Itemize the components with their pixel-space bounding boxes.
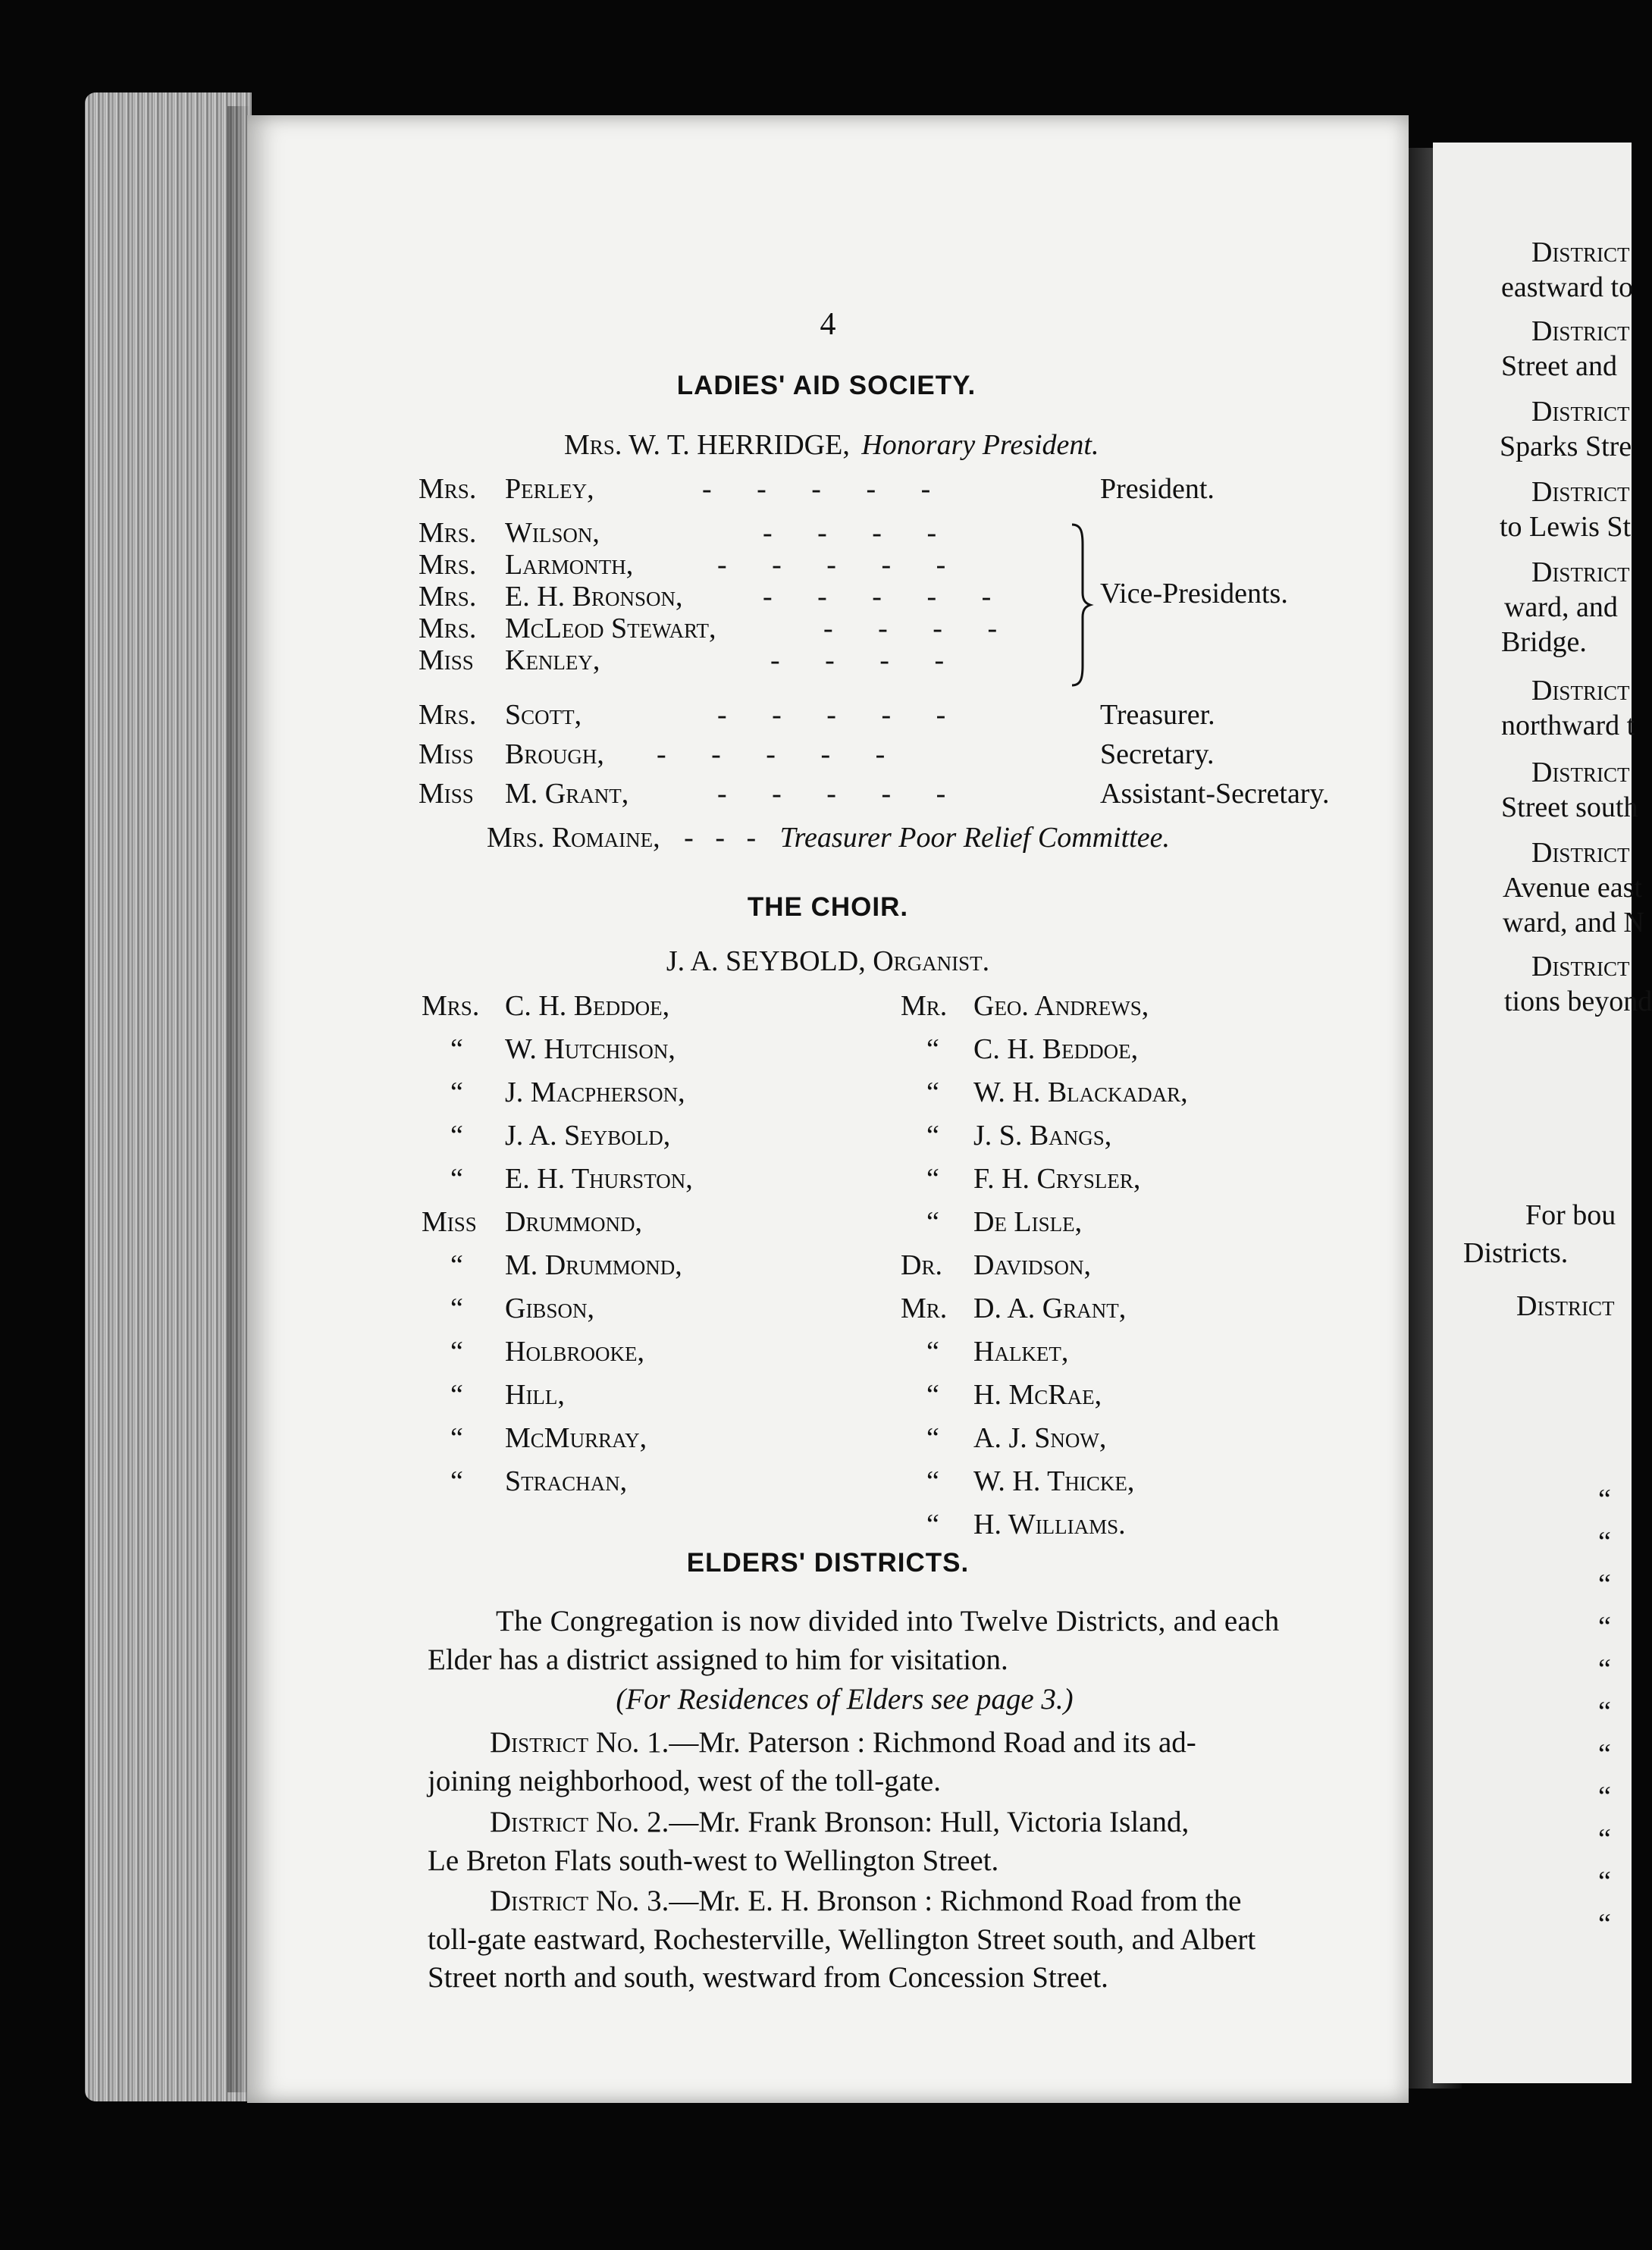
officer-role: President. — [1100, 473, 1215, 505]
ditto-mark: “ — [450, 1336, 463, 1368]
choir-member-name: H. Williams. — [973, 1509, 1126, 1540]
choir-member-name: H. McRae, — [973, 1379, 1102, 1411]
facing-page-line: District — [1531, 675, 1630, 707]
facing-page-line: District — [1531, 315, 1630, 347]
ditto-mark: “ — [450, 1422, 463, 1454]
ditto-mark: “ — [1598, 1526, 1611, 1558]
elders-intro — [428, 1603, 1337, 1679]
member-title: Miss — [422, 1206, 477, 1238]
vice-presidents-role: Vice-Presidents. — [1100, 578, 1288, 610]
district-text: —Mr. Frank Bronson: Hull, Victoria Island, — [669, 1806, 1190, 1838]
organist-name: J. A. SEYBOLD, — [666, 945, 866, 977]
choir-member-name: Geo. Andrews, — [973, 990, 1149, 1022]
facing-page-line: District — [1516, 1290, 1615, 1322]
district-text: joining neighborhood, west of the toll-gate. — [428, 1764, 941, 1797]
choir-member-name: McMurray, — [505, 1422, 647, 1454]
choir-member-name: M. Drummond, — [505, 1249, 682, 1281]
ditto-mark: “ — [450, 1033, 463, 1065]
ditto-mark: “ — [450, 1120, 463, 1152]
facing-page-line: ward, and — [1504, 591, 1618, 623]
choir-member-name: Hill, — [505, 1379, 565, 1411]
ditto-mark: “ — [926, 1076, 939, 1108]
officer-title: Mrs. — [418, 517, 477, 549]
choir-heading: THE CHOIR. — [747, 892, 909, 922]
dot-leader: - - - — [684, 822, 757, 854]
ditto-mark: “ — [1598, 1738, 1611, 1770]
officer-name: Perley, — [505, 473, 594, 505]
choir-member-name: F. H. Crysler, — [973, 1163, 1141, 1195]
facing-page-line: For bou — [1525, 1199, 1616, 1231]
district-text: —Mr. E. H. Bronson : Richmond Road from the — [669, 1885, 1242, 1917]
facing-page-line: Districts. — [1463, 1237, 1569, 1269]
choir-member-name: Strachan, — [505, 1465, 628, 1497]
choir-member-name: Drummond, — [505, 1206, 642, 1238]
choir-member-name: W. H. Thicke, — [973, 1465, 1135, 1497]
choir-member-name: J. A. Seybold, — [505, 1120, 671, 1152]
dot-leader: - - - - - — [702, 473, 933, 505]
poor-relief-line — [487, 820, 1170, 857]
ditto-mark: “ — [1598, 1696, 1611, 1728]
district-label: District No. 2. — [490, 1806, 669, 1838]
officer-name: E. H. Bronson, — [505, 581, 683, 613]
officer-role: Treasurer. — [1100, 699, 1215, 731]
vice-presidents-brace — [1071, 522, 1092, 688]
honorary-president-line — [564, 428, 1099, 464]
honorary-name: W. T. HERRIDGE, — [629, 429, 850, 461]
district-text: Le Breton Flats south-west to Wellington Street. — [428, 1844, 999, 1877]
district-text: —Mr. Paterson : Richmond Road and its ad- — [669, 1726, 1196, 1759]
officer-title: Mrs. — [418, 473, 477, 505]
district-text: toll-gate eastward, Rochesterville, Wellington Street south, and Albert — [428, 1923, 1256, 1956]
intro-line: Elder has a district assigned to him for visitation. — [428, 1643, 1008, 1676]
organist-line — [247, 944, 1409, 980]
ditto-mark: “ — [926, 1120, 939, 1152]
district-label: District No. 1. — [490, 1726, 669, 1759]
member-title: Mr. — [901, 990, 948, 1022]
officer-title: Mrs. — [418, 549, 477, 581]
district-label: District No. 3. — [490, 1885, 669, 1917]
district-entry — [428, 1882, 1337, 1998]
residences-note: (For Residences of Elders see page 3.) — [616, 1683, 1074, 1716]
dot-leader: - - - - - — [717, 549, 948, 581]
facing-page-line: District — [1531, 837, 1630, 869]
facing-page-line: District — [1531, 396, 1630, 428]
ditto-mark: “ — [450, 1163, 463, 1195]
choir-member-name: Halket, — [973, 1336, 1069, 1368]
district-entry — [428, 1803, 1337, 1880]
choir-member-name: D. A. Grant, — [973, 1293, 1127, 1324]
choir-member-name: C. H. Beddoe, — [973, 1033, 1139, 1065]
honorary-title: Mrs. — [564, 429, 622, 461]
facing-page-line: to Lewis St — [1500, 511, 1632, 543]
ditto-mark: “ — [450, 1465, 463, 1497]
member-title: Mr. — [901, 1293, 948, 1324]
poor-relief-title: Mrs. — [487, 822, 545, 854]
choir-member-name: J. S. Bangs, — [973, 1120, 1112, 1152]
facing-page-line: Avenue east — [1503, 872, 1642, 904]
dot-leader: - - - - - — [717, 778, 948, 810]
organist-role: Organist. — [873, 945, 990, 977]
district-text: Street north and south, westward from Concession Street. — [428, 1961, 1108, 1995]
choir-member-name: Davidson, — [973, 1249, 1091, 1281]
ditto-mark: “ — [926, 1422, 939, 1454]
choir-member-name: E. H. Thurston, — [505, 1163, 693, 1195]
choir-member-name: W. Hutchison, — [505, 1033, 676, 1065]
ditto-mark: “ — [450, 1379, 463, 1411]
officer-name: Brough, — [505, 738, 604, 770]
ditto-mark: “ — [1598, 1484, 1611, 1515]
choir-member-name: A. J. Snow, — [973, 1422, 1107, 1454]
facing-page-line: Bridge. — [1501, 626, 1587, 658]
ditto-mark: “ — [926, 1336, 939, 1368]
choir-member-name: J. Macpherson, — [505, 1076, 685, 1108]
member-title: Mrs. — [422, 990, 480, 1022]
honorary-role: Honorary President. — [861, 429, 1099, 461]
ditto-mark: “ — [1598, 1823, 1611, 1855]
facing-page-line: northward t — [1501, 710, 1635, 741]
choir-member-name: C. H. Beddoe, — [505, 990, 670, 1022]
poor-relief-role: Treasurer Poor Relief Committee. — [779, 822, 1170, 854]
officer-name: Scott, — [505, 699, 582, 731]
dot-leader: - - - - - — [657, 738, 887, 770]
officer-title: Miss — [418, 738, 474, 770]
ditto-mark: “ — [926, 1465, 939, 1497]
ditto-mark: “ — [926, 1163, 939, 1195]
ditto-mark: “ — [450, 1076, 463, 1108]
intro-line: The Congregation is now divided into Twelve Districts, and each — [496, 1605, 1280, 1637]
facing-page-line: Sparks Stre — [1500, 431, 1632, 462]
poor-relief-name: Romaine, — [551, 822, 660, 854]
dot-leader: - - - - - — [717, 699, 948, 731]
facing-page-line: District — [1531, 237, 1630, 268]
officer-title: Mrs. — [418, 581, 477, 613]
officer-name: Kenley, — [505, 644, 600, 676]
dot-leader: - - - - — [763, 517, 939, 549]
facing-page-line: Street and — [1501, 350, 1618, 382]
ditto-mark: “ — [1598, 1781, 1611, 1813]
ditto-mark: “ — [926, 1379, 939, 1411]
ditto-mark: “ — [1598, 1568, 1611, 1600]
facing-page-line: District — [1531, 556, 1630, 588]
elders-heading: ELDERS' DISTRICTS. — [686, 1548, 970, 1578]
ditto-mark: “ — [450, 1249, 463, 1281]
choir-member-name: De Lisle, — [973, 1206, 1083, 1238]
ditto-mark: “ — [1598, 1653, 1611, 1685]
officer-name: Wilson, — [505, 517, 600, 549]
officer-name: Larmonth, — [505, 549, 634, 581]
ditto-mark: “ — [926, 1206, 939, 1238]
officer-role: Secretary. — [1100, 738, 1215, 770]
dot-leader: - - - - - — [763, 581, 993, 613]
facing-page-line: District — [1531, 951, 1630, 982]
dot-leader: - - - - — [823, 613, 999, 644]
district-entry — [428, 1724, 1337, 1800]
ditto-mark: “ — [1598, 1611, 1611, 1643]
ditto-mark: “ — [926, 1509, 939, 1540]
choir-member-name: W. H. Blackadar, — [973, 1076, 1188, 1108]
facing-page-line: ward, and N — [1503, 907, 1644, 939]
facing-page-line: Street south — [1501, 791, 1638, 823]
ditto-mark: “ — [450, 1293, 463, 1324]
officer-title: Mrs. — [418, 699, 477, 731]
member-title: Dr. — [901, 1249, 942, 1281]
ditto-mark: “ — [1598, 1866, 1611, 1897]
officer-title: Miss — [418, 644, 474, 676]
dot-leader: - - - - — [770, 644, 946, 676]
officer-name: M. Grant, — [505, 778, 629, 810]
choir-member-name: Holbrooke, — [505, 1336, 644, 1368]
ditto-mark: “ — [926, 1033, 939, 1065]
facing-page-fragment — [1433, 143, 1652, 2083]
officer-name: McLeod Stewart, — [505, 613, 716, 644]
facing-page-line: District — [1531, 757, 1630, 788]
facing-page-line: District — [1531, 476, 1630, 508]
officer-title: Miss — [418, 778, 474, 810]
ditto-mark: “ — [1598, 1908, 1611, 1940]
page-number: 4 — [820, 307, 836, 342]
officer-title: Mrs. — [418, 613, 477, 644]
book-page-edges — [85, 92, 252, 2101]
choir-member-name: Gibson, — [505, 1293, 594, 1324]
facing-page-line: eastward to — [1501, 271, 1634, 303]
facing-page-line: tions beyond — [1504, 986, 1652, 1017]
ladies-aid-heading: LADIES' AID SOCIETY. — [676, 371, 976, 400]
officer-role: Assistant-Secretary. — [1100, 778, 1330, 810]
book-page — [247, 115, 1409, 2103]
